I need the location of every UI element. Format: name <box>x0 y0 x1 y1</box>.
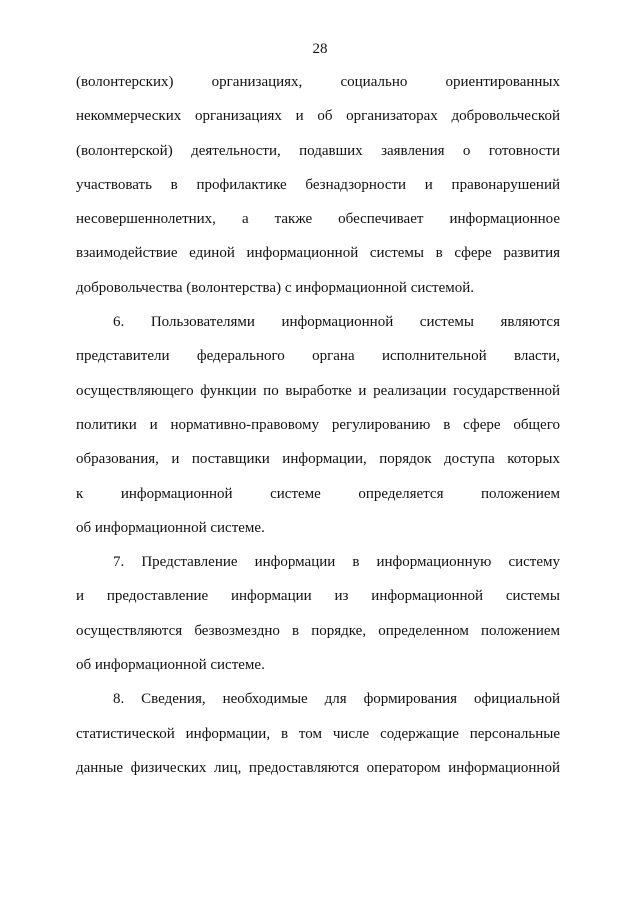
text-line: участвовать в профилактике безнадзорности и правонарушений <box>76 176 560 193</box>
text-line: и предоставление информации из информационной системы <box>76 588 560 605</box>
text-line: образования, и поставщики информации, порядок доступа которых <box>76 451 560 468</box>
text-line: осуществляющего функции по выработке и реализации государственной <box>76 382 560 399</box>
text-line: взаимодействие единой информационной системы в сфере развития <box>76 245 560 262</box>
text-line: добровольчества (волонтерства) с информационной системой. <box>76 279 475 296</box>
text-line: об информационной системе. <box>76 519 265 536</box>
text-line: представители федерального органа исполнительной власти, <box>76 348 560 365</box>
text-line: об информационной системе. <box>76 657 265 674</box>
paragraph-first-line: 6. Пользователями информационной системы являются <box>113 314 560 331</box>
text-line: осуществляются безвозмездно в порядке, определенном положением <box>76 622 560 639</box>
text-line: статистической информации, в том числе содержащие персональные <box>76 725 560 742</box>
body-text <box>76 73 560 793</box>
paragraph-first-line: 7. Представление информации в информационную систему <box>113 554 560 571</box>
text-line: некоммерческих организациях и об организаторах добровольческой <box>76 108 560 125</box>
text-line: (волонтерской) деятельности, подавших заявления о готовности <box>76 142 560 159</box>
text-line: к информационной системе определяется положением <box>76 485 560 502</box>
text-line: данные физических лиц, предоставляются оператором информационной <box>76 759 560 776</box>
paragraph-first-line: 8. Сведения, необходимые для формирования официальной <box>113 691 560 708</box>
page-number: 28 <box>312 41 328 57</box>
text-line: (волонтерских) организациях, социально ориентированных <box>76 74 560 90</box>
text-line: политики и нормативно-правовому регулированию в сфере общего <box>76 416 560 433</box>
text-line: несовершеннолетних, а также обеспечивает информационное <box>76 211 560 228</box>
